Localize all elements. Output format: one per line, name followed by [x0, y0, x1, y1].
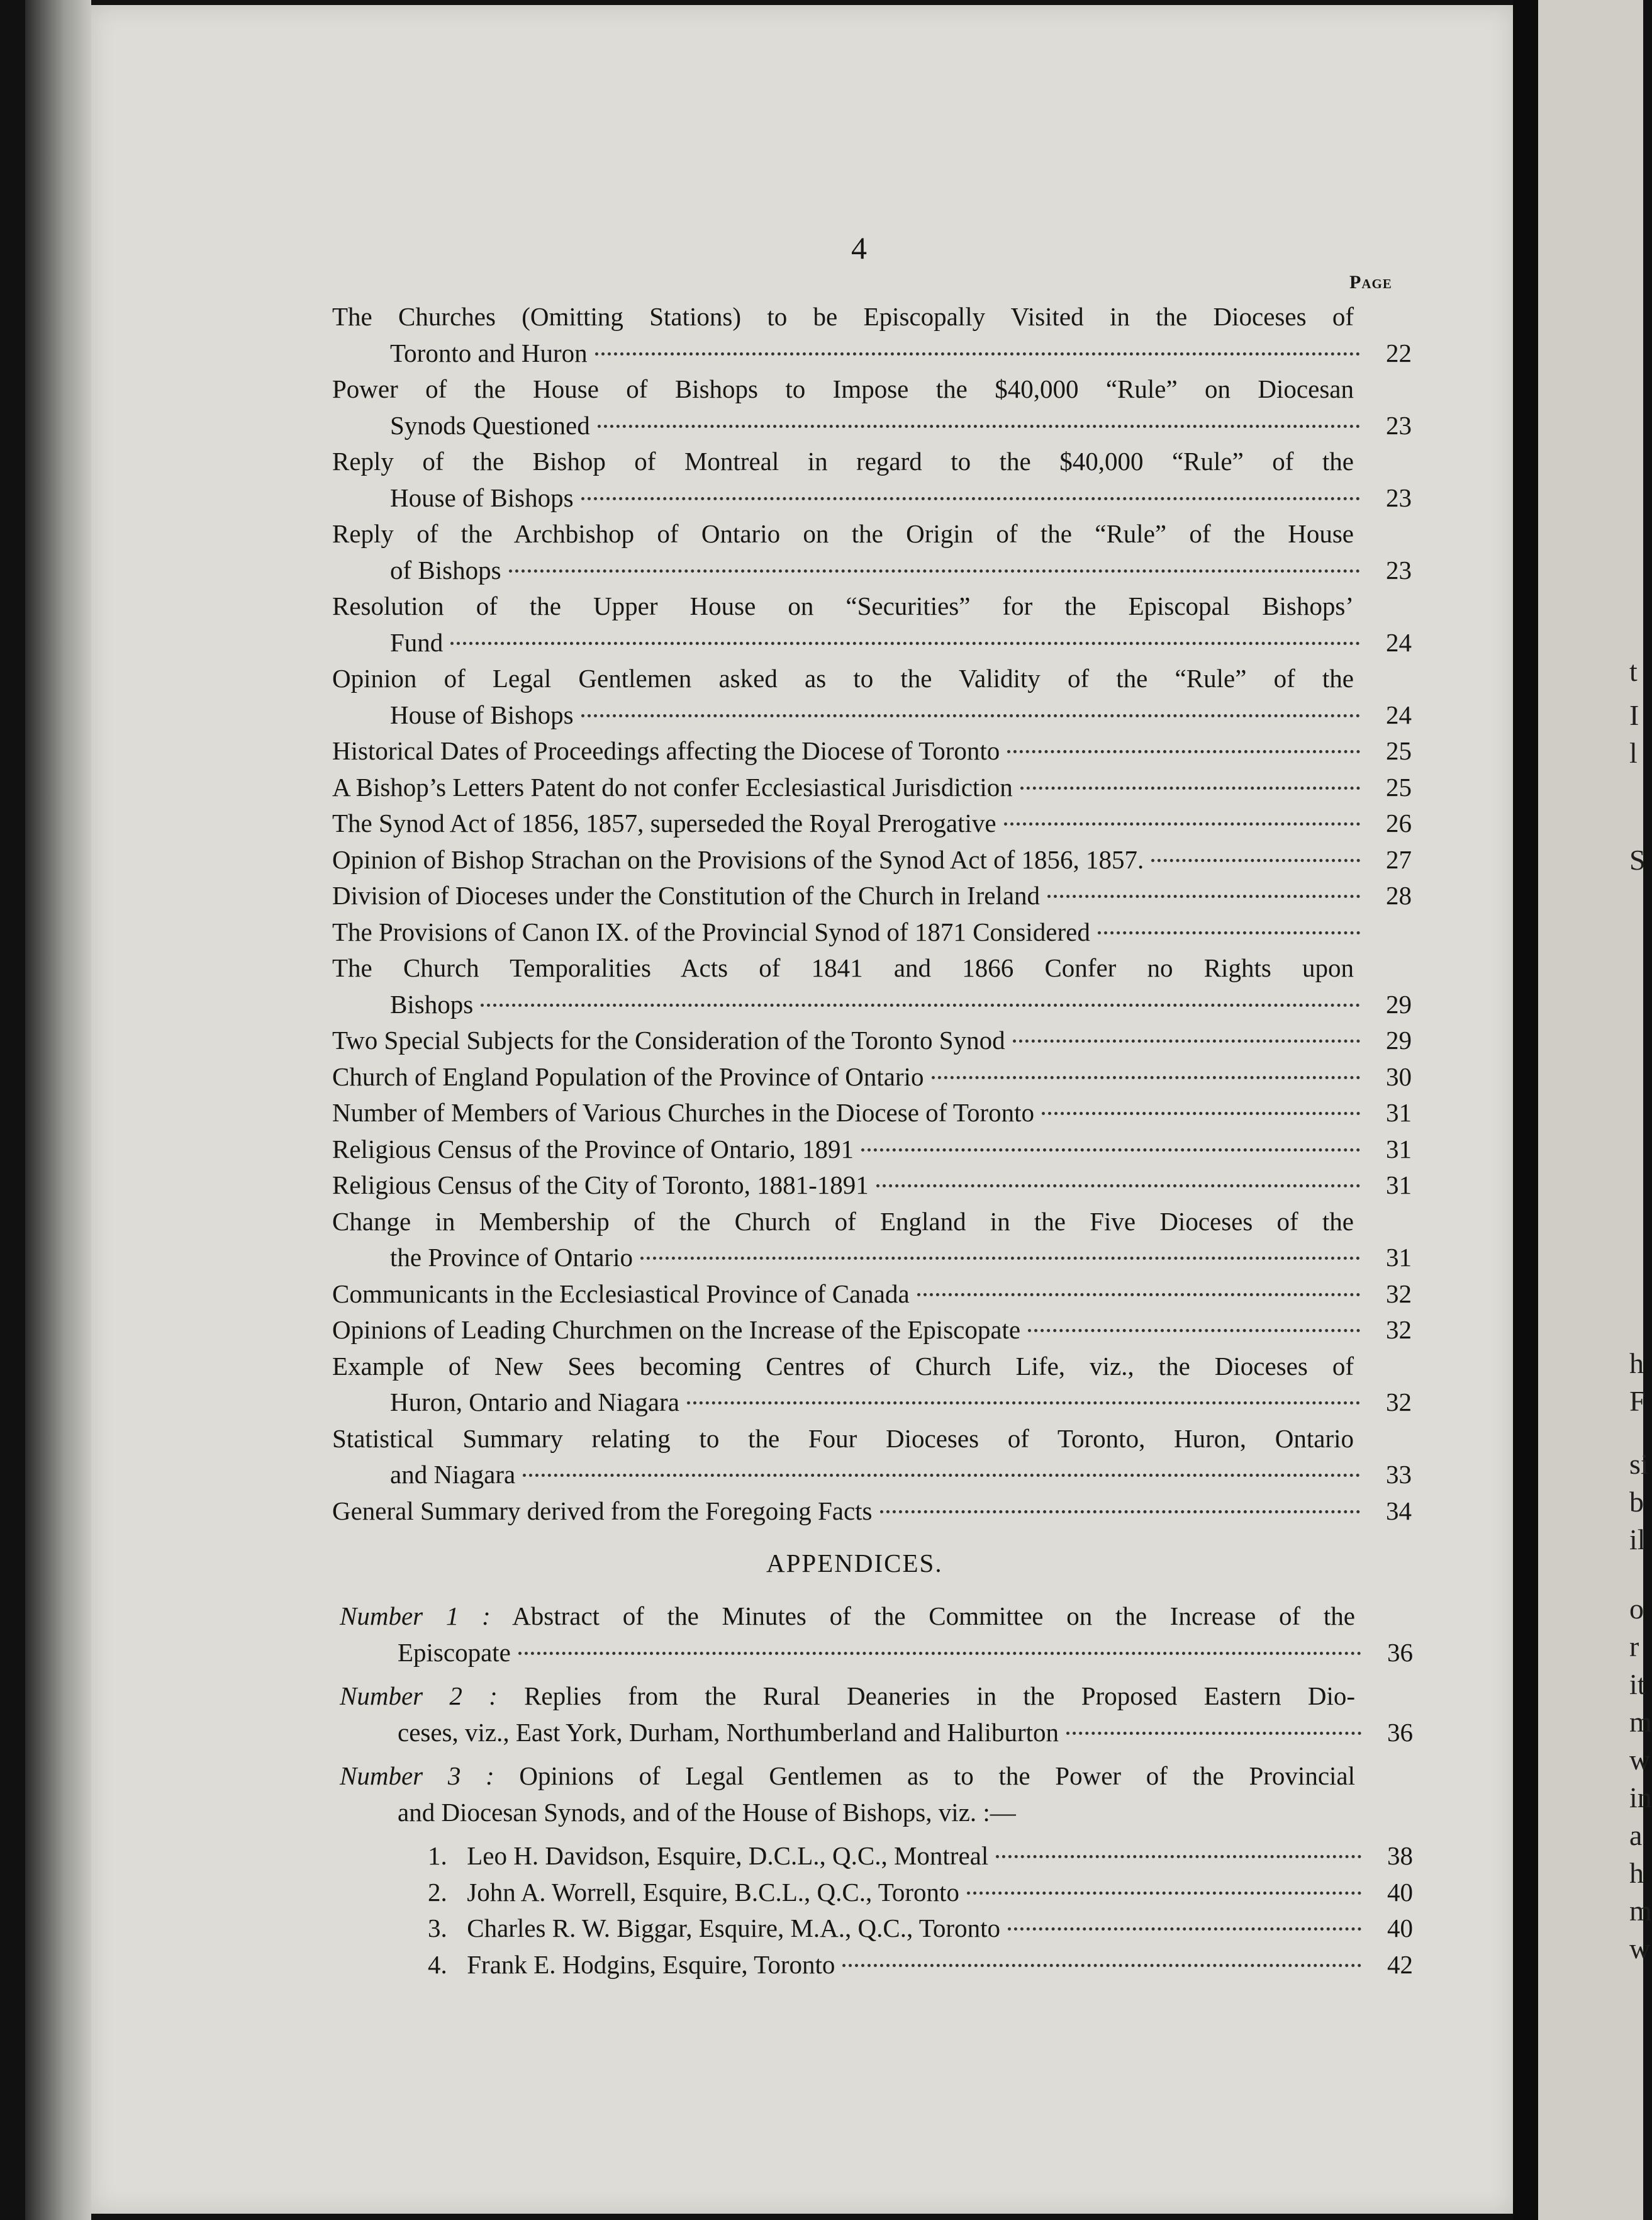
toc-page-number: 31	[1386, 1170, 1412, 1199]
toc-line	[332, 1421, 1412, 1457]
appendix-entry	[340, 1598, 1413, 1671]
toc-page-number: 25	[1386, 772, 1412, 802]
toc-entry-title: Power of the House of Bishops to Impose the $40,000 “Rule” on Diocesan	[332, 374, 1354, 403]
toc-entry	[332, 588, 1412, 661]
appendix-entry-title: Number 2 : Replies from the Rural Deaneries in the Proposed Eastern Dio-	[340, 1681, 1355, 1710]
toc-page-number: 31	[1386, 1134, 1412, 1163]
dot-leader	[996, 1854, 1361, 1858]
toc-entry-title: The Synod Act of 1856, 1857, superseded the Royal Prerogative	[332, 809, 996, 838]
facing-page-fragment: t	[1629, 655, 1638, 687]
toc-page-number: 32	[1386, 1279, 1412, 1308]
toc-line	[332, 914, 1412, 951]
facing-page-fragment: o	[1629, 1593, 1644, 1625]
toc-page-number: 26	[1386, 809, 1412, 838]
legal-opinion-index: 4.	[428, 1949, 447, 1979]
facing-page-fragment: F	[1629, 1385, 1646, 1417]
toc-entry-title: Communicants in the Ecclesiastical Province of Canada	[332, 1279, 910, 1308]
toc-entry-title: House of Bishops	[390, 483, 574, 512]
toc-entry-title: House of Bishops	[390, 700, 574, 729]
legal-opinion-title: 3. Charles R. W. Biggar, Esquire, M.A., Q.C., Toronto	[428, 1910, 1000, 1947]
toc-entry	[332, 1059, 1412, 1096]
toc-page-number: 31	[1386, 1243, 1412, 1272]
facing-page-fragment: m	[1629, 1895, 1652, 1927]
facing-page-fragment: il	[1629, 1523, 1646, 1556]
facing-page-fragment: b	[1629, 1486, 1644, 1518]
toc-entry	[332, 842, 1412, 878]
legal-opinion-index: 3.	[428, 1914, 447, 1942]
appendix-entry	[340, 1758, 1413, 1830]
dot-leader	[450, 641, 1360, 645]
toc-line	[332, 878, 1412, 914]
toc-entry-title: A Bishop’s Letters Patent do not confer Ecclesiastical Jurisdiction	[332, 772, 1013, 802]
toc-line	[332, 299, 1412, 335]
toc-entry-title: Opinion of Legal Gentlemen asked as to the Validity of the “Rule” of the	[332, 664, 1354, 693]
toc-entry	[332, 299, 1412, 371]
legal-opinion-index: 1.	[428, 1841, 447, 1870]
toc-page-number: 24	[1386, 700, 1412, 729]
toc-entry-title: Reply of the Archbishop of Ontario on the Origin of the “Rule” of the House	[332, 519, 1354, 548]
toc-entry-title: The Provisions of Canon IX. of the Provincial Synod of 1871 Considered	[332, 917, 1090, 946]
toc-page-number: 33	[1386, 1460, 1412, 1489]
toc-entry	[332, 1312, 1412, 1348]
toc-entry-title: Resolution of the Upper House on “Securities” for the Episcopal Bishops’	[332, 591, 1354, 620]
toc-entry-title: Opinions of Leading Churchmen on the Increase of the Episcopate	[332, 1315, 1021, 1344]
dot-leader	[595, 352, 1360, 356]
facing-page-fragment: a	[1629, 1819, 1643, 1851]
toc-entry	[332, 805, 1412, 842]
facing-page-fragment: h	[1629, 1347, 1644, 1379]
toc-entry	[332, 914, 1412, 951]
toc-line	[332, 588, 1412, 625]
appendix-line	[340, 1678, 1413, 1715]
facing-page-fragment: w	[1629, 1932, 1651, 1965]
appendix-number: Number 3 :	[340, 1761, 494, 1790]
toc-line	[332, 1095, 1412, 1131]
toc-entry	[332, 661, 1412, 733]
toc-entry-title: Bishops	[390, 989, 474, 1019]
appendix-line	[340, 1795, 1413, 1831]
toc-entry-title: Reply of the Bishop of Montreal in regard to the $40,000 “Rule” of the	[332, 447, 1354, 476]
dot-leader	[1007, 749, 1360, 753]
legal-opinion-line	[340, 1910, 1413, 1947]
toc-page-number: 25	[1386, 736, 1412, 765]
table-of-contents	[332, 299, 1412, 1529]
dot-leader	[1004, 822, 1360, 826]
toc-page-number: 23	[1386, 483, 1412, 512]
appendices-heading: APPENDICES.	[766, 1549, 943, 1578]
facing-page-fragment: m	[1629, 1706, 1652, 1738]
facing-page-fragment: I	[1629, 699, 1639, 731]
dot-leader	[1098, 931, 1360, 934]
dot-leader	[1028, 1328, 1360, 1332]
facing-page-fragment: h	[1629, 1857, 1644, 1889]
toc-entry-title: Change in Membership of the Church of England in the Five Dioceses of the	[332, 1206, 1354, 1236]
appendix-page-number: 36	[1387, 1717, 1413, 1747]
dot-leader	[1020, 786, 1360, 790]
toc-line	[332, 444, 1412, 480]
toc-line	[332, 1023, 1412, 1059]
toc-entry	[332, 1167, 1412, 1204]
toc-page-number: 32	[1386, 1315, 1412, 1344]
legal-opinion-line	[340, 1947, 1413, 1983]
toc-line	[332, 335, 1412, 372]
toc-entry	[332, 1276, 1412, 1313]
appendix-line	[340, 1715, 1413, 1751]
toc-line	[332, 552, 1412, 589]
legal-opinions-list	[340, 1838, 1413, 1983]
appendix-line	[340, 1598, 1413, 1635]
toc-line	[332, 516, 1412, 552]
book-gutter	[1513, 0, 1538, 2220]
toc-entry-title: Huron, Ontario and Niagara	[390, 1388, 679, 1416]
toc-line	[332, 625, 1412, 661]
toc-entry	[332, 1204, 1412, 1276]
legal-opinion-line	[340, 1875, 1413, 1911]
appendix-entry-title: and Diocesan Synods, and of the House of Bishops, viz. :—	[398, 1797, 1016, 1827]
appendix-entry	[340, 1678, 1413, 1751]
toc-entry	[332, 444, 1412, 516]
appendix-entry-title: ceses, viz., East York, Durham, Northumberland and Haliburton	[398, 1717, 1059, 1747]
toc-line	[332, 1240, 1412, 1276]
toc-entry	[332, 1348, 1412, 1421]
toc-page-number: 29	[1386, 1026, 1412, 1055]
toc-entry-title: Church of England Population of the Province of Ontario	[332, 1062, 924, 1091]
toc-page-number: 29	[1386, 989, 1412, 1019]
toc-entry	[332, 516, 1412, 588]
legal-opinion-title: 4. Frank E. Hodgins, Esquire, Toronto	[428, 1947, 835, 1983]
dot-leader	[1008, 1927, 1361, 1931]
toc-entry	[332, 1095, 1412, 1131]
toc-line	[332, 1312, 1412, 1348]
dot-leader	[1151, 858, 1360, 862]
toc-line	[332, 842, 1412, 878]
toc-line	[332, 987, 1412, 1023]
toc-page-number: 28	[1386, 881, 1412, 910]
appendix-entry-title: Number 1 : Abstract of the Minutes of the Committee on the Increase of the	[340, 1601, 1356, 1630]
appendix-line	[340, 1758, 1413, 1795]
dot-leader	[518, 1651, 1361, 1655]
toc-line	[332, 1457, 1412, 1493]
appendices-list	[340, 1598, 1413, 1983]
toc-entry-title: Toronto and Huron	[390, 338, 588, 367]
dot-leader	[967, 1891, 1361, 1895]
toc-line	[332, 1167, 1412, 1204]
toc-page-number: 30	[1386, 1062, 1412, 1091]
toc-entry	[332, 950, 1412, 1023]
facing-page-fragment: in	[1629, 1781, 1652, 1814]
toc-line	[332, 1493, 1412, 1530]
toc-entry-title: and Niagara	[390, 1460, 516, 1489]
dot-leader	[509, 569, 1360, 573]
toc-entry-title: Opinion of Bishop Strachan on the Provisions of the Synod Act of 1856, 1857.	[332, 844, 1144, 874]
legal-opinion-line	[340, 1838, 1413, 1875]
toc-entry-title: Division of Dioceses under the Constitution of the Church in Ireland	[332, 881, 1041, 910]
toc-line	[332, 1131, 1412, 1168]
dot-leader	[932, 1075, 1360, 1079]
page-column-label: Page	[1349, 272, 1392, 293]
dot-leader	[876, 1184, 1360, 1187]
toc-line	[332, 1276, 1412, 1313]
facing-page-fragment: r	[1629, 1630, 1639, 1662]
facing-page	[1538, 0, 1643, 2220]
toc-entry-title: Religious Census of the City of Toronto, 1881-1891	[332, 1170, 869, 1199]
toc-page-number: 32	[1386, 1388, 1412, 1416]
facing-page-fragment: si	[1629, 1448, 1649, 1480]
toc-entry	[332, 1493, 1412, 1530]
dot-leader	[1047, 894, 1360, 898]
dot-leader	[481, 1003, 1360, 1007]
toc-page-number: 24	[1386, 627, 1412, 657]
dot-leader	[842, 1963, 1361, 1967]
toc-line	[332, 950, 1412, 987]
toc-line	[332, 805, 1412, 842]
toc-line	[332, 480, 1412, 517]
toc-entry	[332, 1131, 1412, 1168]
toc-line	[332, 697, 1412, 734]
dot-leader	[687, 1401, 1360, 1404]
toc-entry-title: General Summary derived from the Foregoing Facts	[332, 1496, 873, 1525]
appendix-entry-title: Number 3 : Opinions of Legal Gentlemen as to the Power of the Provincial	[340, 1761, 1355, 1790]
appendix-number: Number 2 :	[340, 1681, 498, 1710]
page-edge-left	[25, 0, 91, 2220]
toc-entry	[332, 371, 1412, 444]
toc-page-number: 23	[1386, 410, 1412, 440]
toc-entry-title: Religious Census of the Province of Ontario, 1891	[332, 1134, 854, 1163]
legal-opinion-page: 40	[1387, 1877, 1413, 1907]
facing-page-fragment: S	[1629, 844, 1646, 876]
toc-line	[332, 371, 1412, 408]
toc-entry-title: Two Special Subjects for the Consideration of the Toronto Synod	[332, 1026, 1005, 1055]
toc-page-number: 23	[1386, 555, 1412, 585]
dot-leader	[581, 496, 1360, 500]
dot-leader	[917, 1292, 1360, 1296]
toc-entry-title: Fund	[390, 627, 444, 657]
dot-leader	[1013, 1039, 1360, 1043]
appendix-line	[340, 1635, 1413, 1671]
toc-entry-title: The Church Temporalities Acts of 1841 and 1866 Confer no Rights upon	[332, 953, 1354, 982]
toc-line	[332, 770, 1412, 806]
toc-entry	[332, 1421, 1412, 1493]
legal-opinion-page: 38	[1387, 1841, 1413, 1870]
toc-entry-title: Synods Questioned	[390, 410, 590, 440]
toc-entry-title: Historical Dates of Proceedings affecting the Diocese of Toronto	[332, 736, 1000, 765]
toc-entry-title: Statistical Summary relating to the Four Dioceses of Toronto, Huron, Ontario	[332, 1423, 1354, 1453]
dot-leader	[880, 1510, 1361, 1513]
facing-page-fragment: it	[1629, 1668, 1646, 1700]
page-number: 4	[851, 230, 867, 266]
toc-entry-title: The Churches (Omitting Stations) to be Episcopally Visited in the Dioceses of	[332, 302, 1354, 331]
dot-leader	[1066, 1731, 1361, 1735]
toc-entry-title: Example of New Sees becoming Centres of Church Life, viz., the Dioceses of	[332, 1351, 1354, 1381]
toc-entry	[332, 733, 1412, 770]
toc-line	[332, 733, 1412, 770]
toc-page-number: 27	[1386, 844, 1412, 874]
legal-opinion-title: 1. Leo H. Davidson, Esquire, D.C.L., Q.C., Montreal	[428, 1838, 988, 1875]
toc-page-number: 31	[1386, 1098, 1412, 1127]
toc-entry	[332, 878, 1412, 914]
appendix-number: Number 1 :	[340, 1601, 491, 1630]
toc-line	[332, 1348, 1412, 1385]
legal-opinion-page: 42	[1387, 1949, 1413, 1979]
toc-line	[332, 1384, 1412, 1421]
facing-page-fragment: l	[1629, 737, 1638, 769]
toc-entry	[332, 1023, 1412, 1059]
legal-opinion-page: 40	[1387, 1914, 1413, 1942]
legal-opinion-index: 2.	[428, 1877, 447, 1907]
toc-line	[332, 408, 1412, 444]
legal-opinion-title: 2. John A. Worrell, Esquire, B.C.L., Q.C., Toronto	[428, 1875, 959, 1911]
toc-entry-title: the Province of Ontario	[390, 1243, 633, 1272]
toc-entry-title: of Bishops	[390, 555, 501, 585]
appendix-entry-title: Episcopate	[398, 1637, 511, 1667]
toc-page-number: 22	[1386, 338, 1412, 367]
facing-page-fragment: w	[1629, 1744, 1651, 1776]
toc-line	[332, 1204, 1412, 1240]
toc-line	[332, 661, 1412, 697]
dot-leader	[861, 1148, 1360, 1152]
dot-leader	[523, 1473, 1360, 1477]
toc-entry-title: Number of Members of Various Churches in the Diocese of Toronto	[332, 1098, 1035, 1127]
dot-leader	[1042, 1111, 1360, 1115]
toc-line	[332, 1059, 1412, 1096]
toc-entry	[332, 770, 1412, 806]
dot-leader	[640, 1256, 1360, 1260]
dot-leader	[581, 714, 1360, 717]
toc-page-number: 34	[1386, 1496, 1412, 1525]
dot-leader	[598, 424, 1360, 428]
appendix-page-number: 36	[1387, 1637, 1413, 1667]
